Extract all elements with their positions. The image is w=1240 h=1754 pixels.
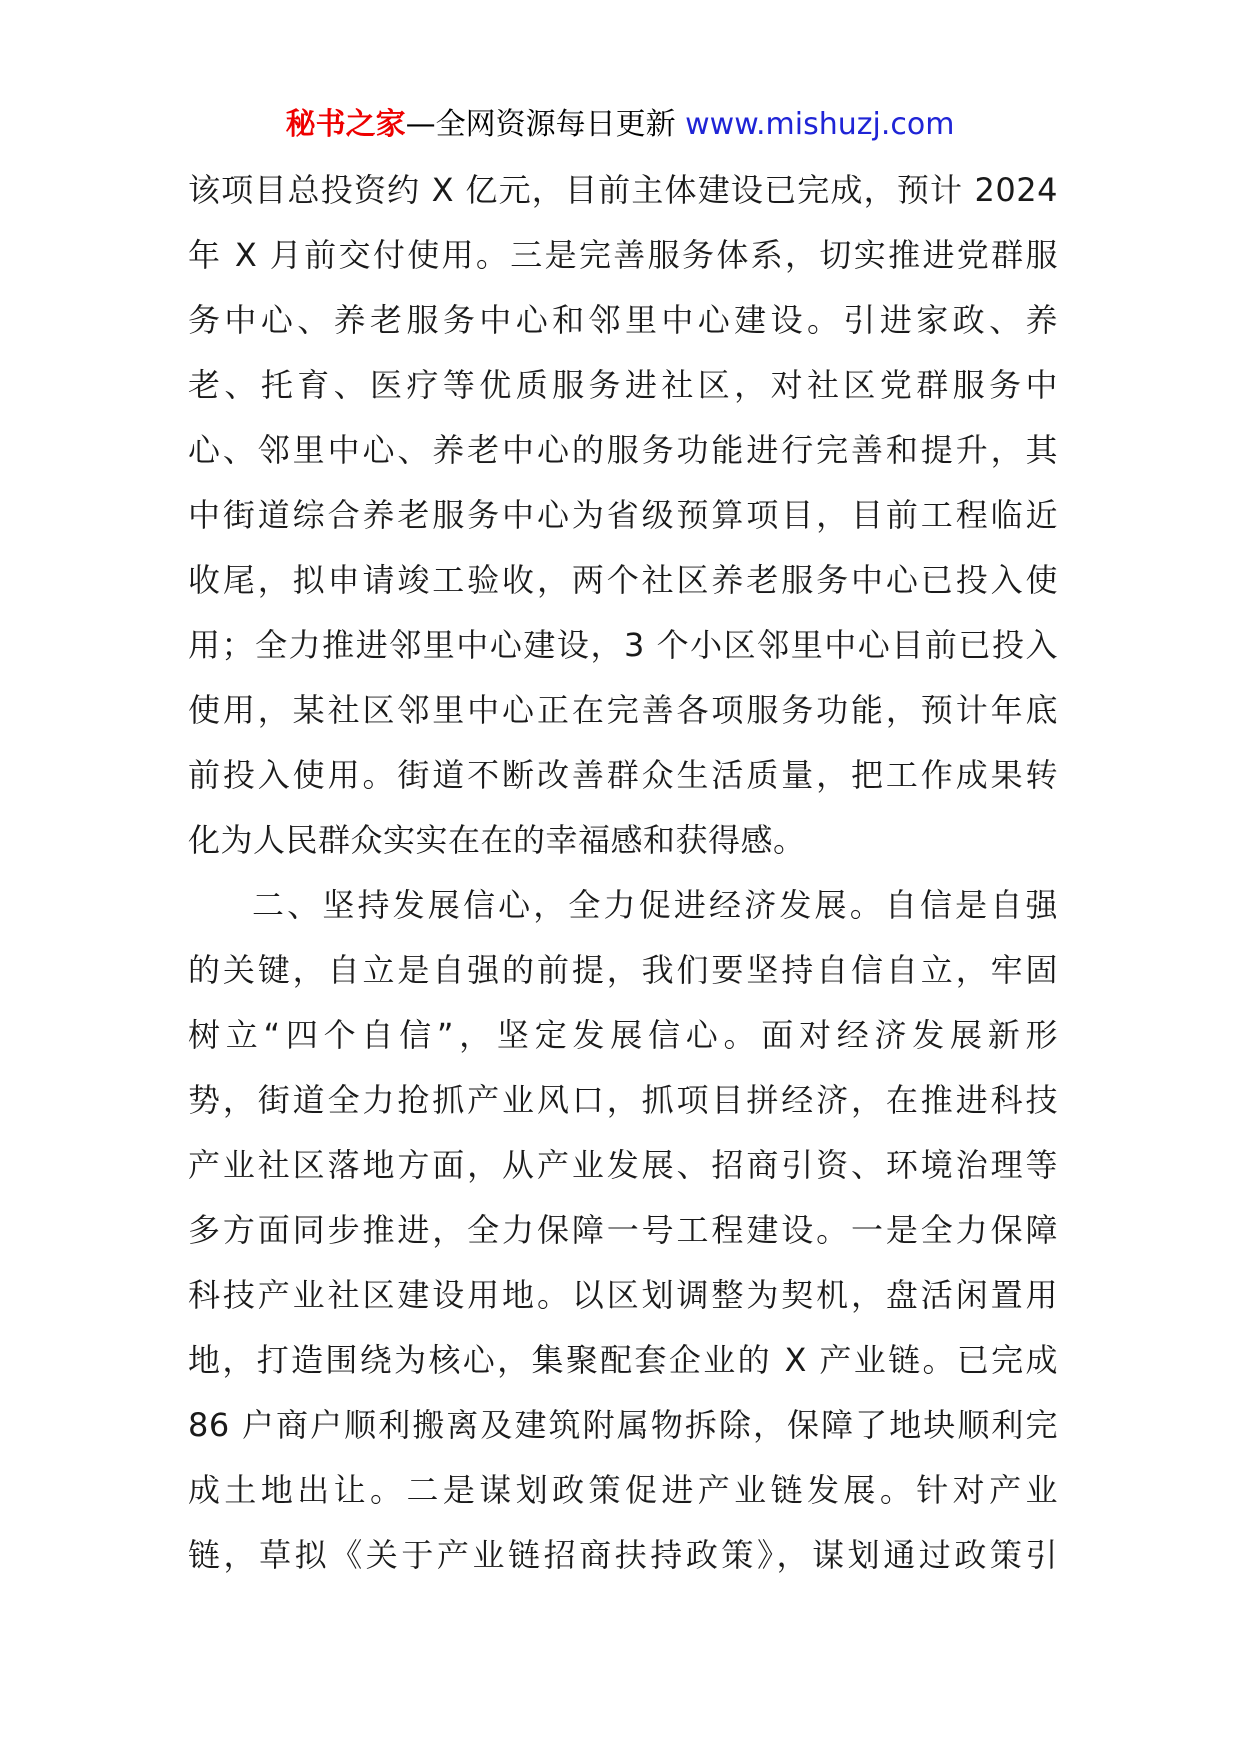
section-heading-line: 二、坚持发展信心，全力促进经济发展。自信是自强 <box>252 886 1058 924</box>
text-line: 势，街道全力抢抓产业风口，抓项目拼经济，在推进科技 <box>188 1081 1058 1119</box>
text-line: 的关键，自立是自强的前提，我们要坚持自信自立，牢固 <box>188 951 1058 989</box>
text-line: 链，草拟《关于产业链招商扶持政策》，谋划通过政策引 <box>188 1536 1058 1574</box>
text-line: 多方面同步推进，全力保障一号工程建设。一是全力保障 <box>188 1211 1058 1249</box>
site-brand: 秘书之家 <box>285 107 406 142</box>
document-body <box>188 158 1058 1588</box>
text-line: 使用，某社区邻里中心正在完善各项服务功能，预计年底 <box>188 691 1058 729</box>
text-line: 年 X 月前交付使用。三是完善服务体系，切实推进党群服 <box>188 236 1058 274</box>
text-line: 86 户商户顺利搬离及建筑附属物拆除，保障了地块顺利完 <box>188 1406 1058 1444</box>
text-line: 心、邻里中心、养老中心的服务功能进行完善和提升，其 <box>188 431 1058 469</box>
text-line: 成土地出让。二是谋划政策促进产业链发展。针对产业 <box>188 1471 1058 1509</box>
text-line: 化为人民群众实实在在的幸福感和获得感。 <box>188 821 806 859</box>
text-line: 产业社区落地方面，从产业发展、招商引资、环境治理等 <box>188 1146 1058 1184</box>
text-line: 老、托育、医疗等优质服务进社区，对社区党群服务中 <box>188 366 1058 404</box>
text-line: 收尾，拟申请竣工验收，两个社区养老服务中心已投入使 <box>188 561 1058 599</box>
text-line: 科技产业社区建设用地。以区划调整为契机，盘活闲置用 <box>188 1276 1058 1314</box>
site-tagline: —全网资源每日更新 <box>405 107 676 142</box>
site-url-link[interactable]: www.mishuzj.com <box>685 107 955 142</box>
page-header <box>0 104 1240 146</box>
text-line: 用；全力推进邻里中心建设，3 个小区邻里中心目前已投入 <box>188 626 1058 664</box>
text-line: 该项目总投资约 X 亿元，目前主体建设已完成，预计 2024 <box>188 171 1058 209</box>
text-line: 树立“四个自信”，坚定发展信心。面对经济发展新形 <box>188 1016 1058 1054</box>
text-line: 中街道综合养老服务中心为省级预算项目，目前工程临近 <box>188 496 1058 534</box>
text-line: 前投入使用。街道不断改善群众生活质量，把工作成果转 <box>188 756 1058 794</box>
text-line: 地，打造围绕为核心，集聚配套企业的 X 产业链。已完成 <box>188 1341 1058 1379</box>
text-line: 务中心、养老服务中心和邻里中心建设。引进家政、养 <box>188 301 1058 339</box>
